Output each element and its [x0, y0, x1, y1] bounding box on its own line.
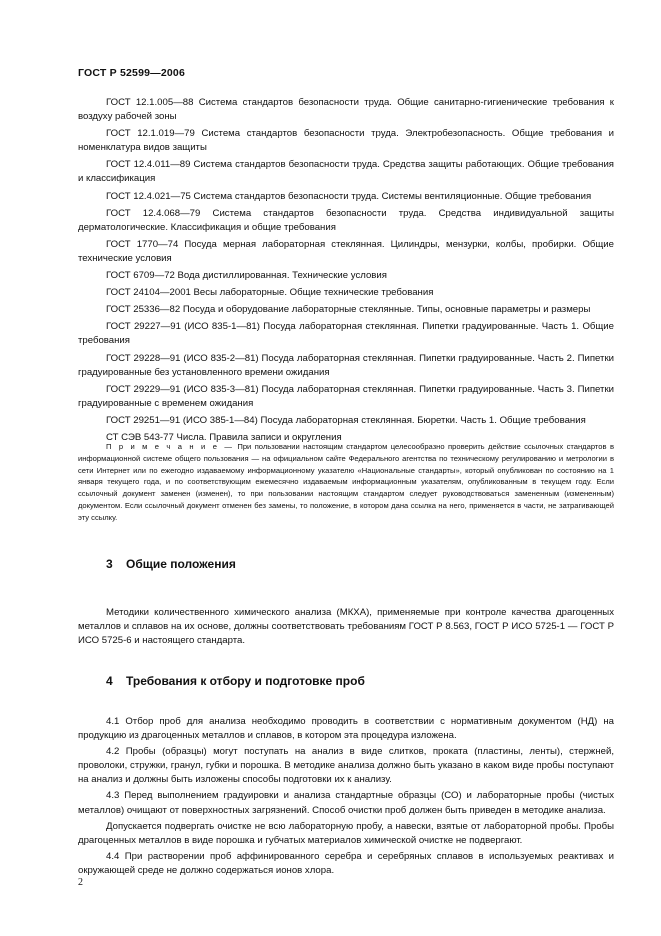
reference-item: ГОСТ 29227—91 (ИСО 835-1—81) Посуда лабораторная стеклянная. Пипетки градуированные. Часть 1. Общие требования — [78, 321, 614, 347]
reference-item: ГОСТ 29228—91 (ИСО 835-2—81) Посуда лабораторная стеклянная. Пипетки градуированные. Часть 2. Пипетки градуированные без установленного времени ожидания — [78, 352, 614, 378]
section-4-body — [78, 715, 614, 880]
reference-item: ГОСТ 12.4.021—75 Система стандартов безопасности труда. Системы вентиляционные. Общие требования — [106, 190, 592, 202]
section-3-heading — [106, 557, 236, 571]
reference-item: ГОСТ 12.1.019—79 Система стандартов безопасности труда. Электробезопасность. Общие требования и номенклатура видов защиты — [78, 128, 614, 154]
section-3-title: Общие положения — [126, 557, 236, 571]
reference-item: ГОСТ 12.4.011—89 Система стандартов безопасности труда. Средства защиты работающих. Общие требования и классификация — [78, 159, 614, 185]
section-4-paragraph: 4.1 Отбор проб для анализа необходимо проводить в соответствии с нормативным документом (НД) на продукцию из драгоценных металлов и сплавов, в котором эта процедура изложена. — [78, 716, 614, 742]
section-3-number: 3 — [106, 557, 113, 571]
reference-item: ГОСТ 6709—72 Вода дистиллированная. Технические условия — [106, 270, 387, 282]
note-text: При пользовании настоящим стандартом целесообразно проверить действие ссылочных стандартов в информационной системе общего пользования — на официальном сайте Федерального агентства по техническому регулированию и метрологии в сети Интернет или по ежегодно издаваемому информационному указателю «Национальные стандарты», который опубликован по состоянию на 1 января текущего года, и по соответствующим ежемесячно издаваемым информационным указателям, опубликованным в текущем году. Если ссылочный документ заменен (изменен), то при пользовании настоящим стандартом следует руководствоваться замененным (измененным) документом. Если ссылочный документ отменен без замены, то положение, в котором дана ссылка на него, применяется в части, не затрагивающей эту ссылку. — [78, 442, 614, 522]
reference-item: ГОСТ 12.4.068—79 Система стандартов безопасности труда. Средства индивидуальной защиты дерматологические. Классификация и общие требования — [78, 207, 614, 233]
reference-item: ГОСТ 12.1.005—88 Система стандартов безопасности труда. Общие санитарно-гигиенические требования к воздуху рабочей зоны — [78, 97, 614, 123]
reference-item: СТ СЭВ 543-77 Числа. Правила записи и округления — [106, 431, 342, 443]
note-block — [78, 441, 614, 524]
section-3-body — [78, 606, 614, 650]
reference-item: ГОСТ 1770—74 Посуда мерная лабораторная стеклянная. Цилиндры, мензурки, колбы, пробирки. Общие технические условия — [78, 238, 614, 264]
reference-item: ГОСТ 24104—2001 Весы лабораторные. Общие технические требования — [106, 287, 434, 299]
section-3-paragraph: Методики количественного химического анализа (МКХА), применяемые при контроле качества драгоценных металлов и сплавов на их основе, должны соответствовать требованиям ГОСТ Р 8.563, ГОСТ Р ИСО 5725-1 — ГОСТ Р ИСО 5725-6 и настоящего стандарта. — [78, 607, 614, 647]
section-4-paragraph: Допускается подвергать очистке не всю лабораторную пробу, а навески, взятые от лабораторной пробы. Пробы драгоценных металлов в виде порошка и губчатых материалов химической очистке не подвергают. — [78, 820, 614, 846]
reference-item: ГОСТ 29229—91 (ИСО 835-3—81) Посуда лабораторная стеклянная. Пипетки градуированные. Часть 3. Пипетки градуированные с временем ожидания — [78, 383, 614, 409]
section-4-paragraph: 4.3 Перед выполнением градуировки и анализа стандартные образцы (СО) и лабораторные пробы (чистых металлов) очищают от поверхностных загрязнений. Способ очистки проб должен быть приведен в методике анализа. — [78, 790, 614, 816]
reference-item: ГОСТ 25336—82 Посуда и оборудование лабораторные стеклянные. Типы, основные параметры и размеры — [106, 304, 591, 316]
section-4-paragraph: 4.4 При растворении проб аффинированного серебра и серебряных сплавов в используемых реактивах и окружающей среде не должно содержаться ионов хлора. — [78, 850, 614, 876]
section-4-paragraph: 4.2 Пробы (образцы) могут поступать на анализ в виде слитков, проката (пластины, ленты), стержней, проволоки, стружки, гранул, губки и порошка. В методике анализа должно быть указано в каком виде пробы поступают на анализ и должны быть изложены способы подготовки их к анализу. — [78, 746, 614, 786]
section-4-heading — [106, 674, 365, 688]
note-label: П р и м е ч а н и е — — [106, 442, 234, 451]
section-4-title: Требования к отбору и подготовке проб — [126, 674, 365, 688]
document-header: ГОСТ Р 52599—2006 — [78, 67, 186, 79]
references-list — [78, 96, 614, 448]
page-number: 2 — [78, 877, 83, 888]
section-4-number: 4 — [106, 674, 113, 688]
reference-item: ГОСТ 29251—91 (ИСО 385-1—84) Посуда лабораторная стеклянная. Бюретки. Часть 1. Общие требования — [106, 414, 586, 426]
